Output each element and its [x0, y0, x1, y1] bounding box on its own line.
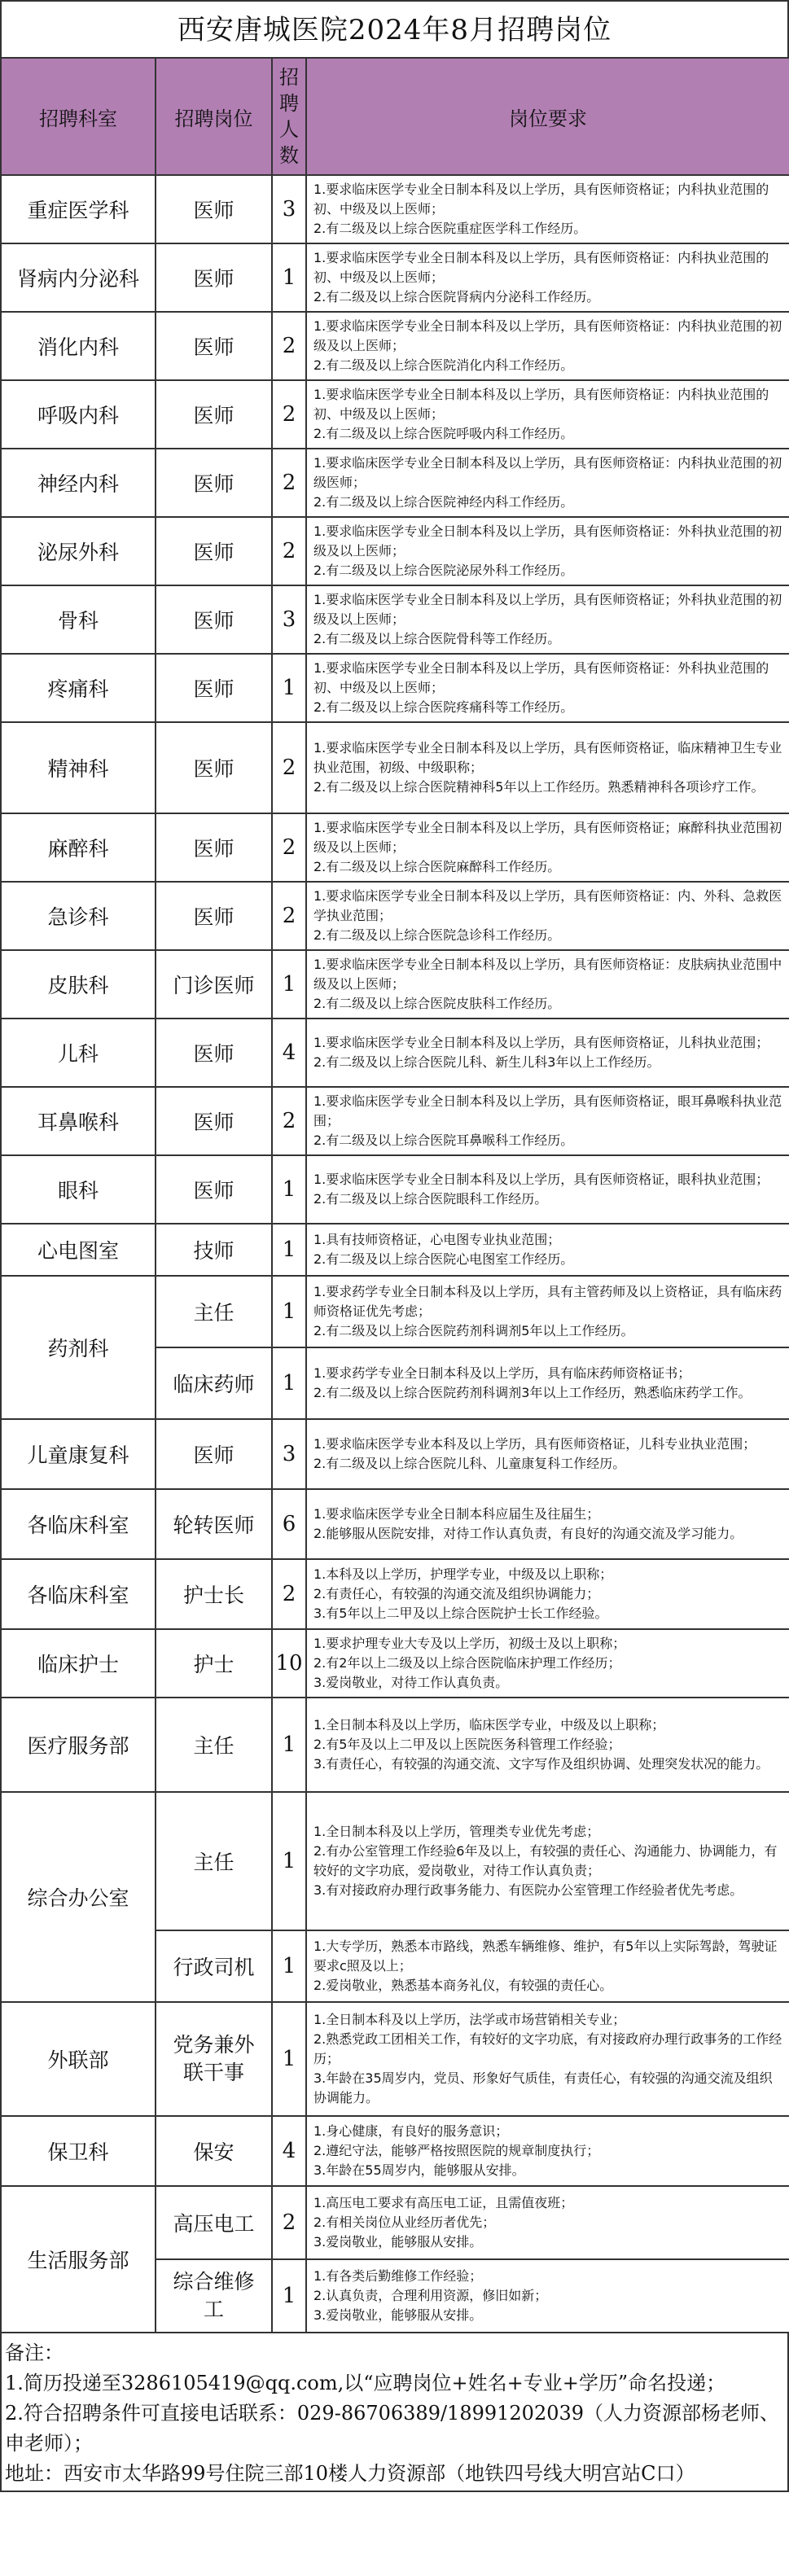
requirement-line: 1.要求临床医学专业全日制本科及以上学历，具有医师资格证：内科执业范围的初级及以上医师； — [313, 318, 782, 353]
position-cell: 医师 — [156, 882, 272, 950]
requirements-cell — [306, 1419, 789, 1489]
table-row — [1, 585, 789, 654]
requirements-cell — [306, 1276, 789, 1347]
requirement-line: 2.有二级及以上综合医院肾病内分泌科工作经历。 — [313, 289, 600, 304]
requirement-line: 3.爱岗敬业，能够服从安排。 — [313, 2234, 483, 2250]
requirement-line: 2.有二级及以上综合医院泌尿外科工作经历。 — [313, 563, 574, 578]
requirement-line: 1.要求临床医学专业全日制本科及以上学历，具有医师资格证：内科执业范围的初级医师； — [313, 455, 782, 490]
requirements-cell — [306, 654, 789, 722]
position-text: 党务兼外联干事 — [173, 2033, 255, 2084]
table-row — [1, 882, 789, 950]
position-cell: 主任 — [156, 1792, 272, 1930]
dept-cell: 精神科 — [1, 722, 156, 813]
dept-cell: 外联部 — [1, 2002, 156, 2116]
count-cell: 1 — [272, 2002, 306, 2116]
dept-cell: 眼科 — [1, 1155, 156, 1224]
position-cell: 医师 — [156, 585, 272, 654]
requirement-line: 1.本科及以上学历，护理学专业，中级及以上职称； — [313, 1566, 613, 1582]
count-cell: 4 — [272, 1019, 306, 1087]
requirement-line: 1.全日制本科及以上学历，法学或市场营销相关专业； — [313, 2012, 626, 2027]
dept-cell: 保卫科 — [1, 2116, 156, 2186]
table-row — [1, 1276, 789, 1347]
position-text: 综合维修工 — [173, 2270, 255, 2321]
requirement-line: 1.全日制本科及以上学历，临床医学专业，中级及以上职称； — [313, 1717, 665, 1733]
table-row — [1, 1087, 789, 1155]
requirements-cell — [306, 882, 789, 950]
table-row — [1, 1629, 789, 1698]
dept-cell: 心电图室 — [1, 1224, 156, 1276]
header-count — [272, 58, 306, 175]
requirements-cell — [306, 1087, 789, 1155]
requirement-line: 2.有二级及以上综合医院皮肤科工作经历。 — [313, 996, 561, 1011]
requirements-cell — [306, 2186, 789, 2259]
requirement-line: 1.要求药学专业全日制本科及以上学历，具有临床药师资格证书； — [313, 1365, 691, 1381]
requirement-line: 1.要求临床医学专业全日制本科及以上学历，具有医师资格证，眼科执业范围； — [313, 1172, 769, 1187]
position-cell: 高压电工 — [156, 2186, 272, 2259]
requirement-line: 1.要求临床医学专业全日制本科应届生及往届生； — [313, 1506, 600, 1522]
requirement-line: 2.有二级及以上综合医院心电图室工作经历。 — [313, 1251, 574, 1267]
requirements-cell — [306, 1347, 789, 1419]
dept-cell: 儿童康复科 — [1, 1419, 156, 1489]
dept-cell: 重症医学科 — [1, 175, 156, 243]
position-cell: 行政司机 — [156, 1930, 272, 2002]
dept-cell: 药剂科 — [1, 1276, 156, 1419]
requirement-line: 2.爱岗敬业，熟悉基本商务礼仪，有较强的责任心。 — [313, 1978, 613, 1993]
header-dept: 招聘科室 — [1, 58, 156, 175]
table-row — [1, 1489, 789, 1559]
dept-cell: 麻醉科 — [1, 813, 156, 882]
notes-address-line: 地址：西安市太华路99号住院三部10楼人力资源部（地铁四号线大明宫站C口） — [5, 2462, 695, 2485]
notes-phone-line: 2.符合招聘条件可直接电话联系：029-86706389/18991202039（人力资源部杨老师、申老师）； — [5, 2402, 780, 2455]
requirements-cell — [306, 585, 789, 654]
requirement-line: 2.有二级及以上综合医院神经内科工作经历。 — [313, 494, 574, 510]
position-cell: 医师 — [156, 243, 272, 312]
count-cell: 1 — [272, 243, 306, 312]
position-cell — [156, 2002, 272, 2116]
notes-label: 备注： — [5, 2342, 64, 2364]
position-cell: 护士 — [156, 1629, 272, 1698]
position-cell: 医师 — [156, 1087, 272, 1155]
requirements-cell — [306, 1629, 789, 1698]
requirements-cell — [306, 1155, 789, 1224]
requirements-cell — [306, 1489, 789, 1559]
requirement-line: 1.要求临床医学专业全日制本科及以上学历，具有医师资格证；内科执业范围的初、中级及以上医师； — [313, 182, 769, 217]
requirements-cell — [306, 1792, 789, 1930]
requirement-line: 2.有二级及以上综合医院消化内科工作经历。 — [313, 357, 574, 373]
requirements-cell — [306, 2259, 789, 2333]
position-cell: 轮转医师 — [156, 1489, 272, 1559]
header-position: 招聘岗位 — [156, 58, 272, 175]
position-cell: 医师 — [156, 312, 272, 380]
count-cell: 2 — [272, 380, 306, 449]
requirement-line: 2.认真负责，合理利用资源，修旧如新； — [313, 2288, 548, 2303]
position-cell: 主任 — [156, 1698, 272, 1792]
position-cell: 医师 — [156, 175, 272, 243]
count-cell: 2 — [272, 882, 306, 950]
count-cell: 1 — [272, 950, 306, 1019]
requirements-cell — [306, 380, 789, 449]
requirement-line: 1.要求临床医学专业全日制本科及以上学历，具有医师资格证，临床精神卫生专业执业范围，初级、中级职称； — [313, 740, 782, 775]
count-cell: 3 — [272, 1419, 306, 1489]
requirement-line: 2.熟悉党政工团相关工作，有较好的文字功底，有对接政府办理行政事务的工作经历； — [313, 2031, 782, 2066]
dept-cell: 骨科 — [1, 585, 156, 654]
count-cell: 3 — [272, 175, 306, 243]
requirement-line: 2.有二级及以上综合医院疼痛科等工作经历。 — [313, 699, 574, 715]
count-cell: 1 — [272, 1155, 306, 1224]
requirements-cell — [306, 175, 789, 243]
requirement-line: 3.年龄在55周岁内，能够服从安排。 — [313, 2162, 525, 2178]
table-row — [1, 380, 789, 449]
requirements-cell — [306, 722, 789, 813]
dept-cell: 综合办公室 — [1, 1792, 156, 2002]
count-cell: 2 — [272, 813, 306, 882]
dept-cell: 儿科 — [1, 1019, 156, 1087]
count-cell: 4 — [272, 2116, 306, 2186]
table-row — [1, 1224, 789, 1276]
requirement-line: 2.有2年以上二级及以上综合医院临床护理工作经历； — [313, 1655, 621, 1671]
header-count-text: 招聘人数 — [279, 66, 299, 167]
requirement-line: 3.有5年以上二甲及以上综合医院护士长工作经验。 — [313, 1606, 608, 1621]
count-cell: 6 — [272, 1489, 306, 1559]
requirement-line: 3.爱岗敬业，能够服从安排。 — [313, 2307, 483, 2323]
requirement-line: 2.有二级及以上综合医院呼吸内科工作经历。 — [313, 426, 574, 441]
requirement-line: 1.全日制本科及以上学历，管理类专业优先考虑； — [313, 1824, 600, 1839]
requirements-cell — [306, 243, 789, 312]
requirements-cell — [306, 517, 789, 585]
requirement-line: 2.有二级及以上综合医院精神科5年以上工作经历。熟悉精神科各项诊疗工作。 — [313, 779, 765, 795]
requirement-line: 1.高压电工要求有高压电工证，且需值夜班； — [313, 2195, 574, 2210]
table-row — [1, 243, 789, 312]
count-cell: 1 — [272, 1276, 306, 1347]
requirement-line: 2.有5年及以上二甲及以上医院医务科管理工作经验； — [313, 1737, 621, 1752]
position-cell: 医师 — [156, 1419, 272, 1489]
requirements-cell — [306, 1019, 789, 1087]
requirement-line: 2.有二级及以上综合医院药剂科调剂3年以上工作经历，熟悉临床药学工作。 — [313, 1385, 752, 1400]
count-cell: 1 — [272, 1930, 306, 2002]
requirement-line: 1.要求临床医学专业本科及以上学历，具有医师资格证，儿科专业执业范围； — [313, 1436, 756, 1452]
requirement-line: 2.有二级及以上综合医院儿科、儿童康复科工作经历。 — [313, 1456, 626, 1471]
dept-cell: 皮肤科 — [1, 950, 156, 1019]
requirement-line: 3.有对接政府办理行政事务能力、有医院办公室管理工作经验者优先考虑。 — [313, 1882, 743, 1898]
position-cell — [156, 2259, 272, 2333]
header-requirements: 岗位要求 — [306, 58, 789, 175]
requirement-line: 2.有责任心，有较强的沟通交流及组织协调能力； — [313, 1586, 600, 1601]
requirements-cell — [306, 950, 789, 1019]
positions-table — [0, 57, 789, 2333]
table-row — [1, 1559, 789, 1629]
requirement-line: 1.大专学历，熟悉本市路线，熟悉车辆维修、维护，有5年以上实际驾龄，驾驶证要求c照及以上； — [313, 1939, 778, 1974]
position-cell: 主任 — [156, 1276, 272, 1347]
dept-cell: 医疗服务部 — [1, 1698, 156, 1792]
requirement-line: 1.有各类后勤维修工作经验； — [313, 2268, 483, 2284]
requirements-cell — [306, 1224, 789, 1276]
dept-cell: 消化内科 — [1, 312, 156, 380]
requirement-line: 2.有二级及以上综合医院重症医学科工作经历。 — [313, 221, 587, 236]
position-cell: 护士长 — [156, 1559, 272, 1629]
table-row — [1, 175, 789, 243]
dept-cell: 肾病内分泌科 — [1, 243, 156, 312]
table-row — [1, 517, 789, 585]
requirement-line: 1.身心健康，有良好的服务意识； — [313, 2123, 509, 2139]
requirements-cell — [306, 312, 789, 380]
position-cell: 医师 — [156, 517, 272, 585]
position-cell: 门诊医师 — [156, 950, 272, 1019]
requirement-line: 3.爱岗敬业，对待工作认真负责。 — [313, 1675, 509, 1690]
count-cell: 2 — [272, 312, 306, 380]
position-cell: 医师 — [156, 654, 272, 722]
count-cell: 2 — [272, 1087, 306, 1155]
count-cell: 2 — [272, 1559, 306, 1629]
table-row — [1, 1419, 789, 1489]
dept-cell: 泌尿外科 — [1, 517, 156, 585]
table-row — [1, 1698, 789, 1792]
count-cell: 1 — [272, 1347, 306, 1419]
dept-cell: 急诊科 — [1, 882, 156, 950]
table-row — [1, 449, 789, 517]
dept-cell: 各临床科室 — [1, 1489, 156, 1559]
requirement-line: 2.遵纪守法，能够严格按照医院的规章制度执行； — [313, 2143, 600, 2158]
count-cell: 2 — [272, 722, 306, 813]
page-title: 西安唐城医院2024年8月招聘岗位 — [0, 0, 789, 57]
count-cell: 1 — [272, 1698, 306, 1792]
requirements-cell — [306, 2002, 789, 2116]
requirement-line: 2.有二级及以上综合医院麻醉科工作经历。 — [313, 859, 561, 874]
notes-email-line: 1.简历投递至3286105419@qq.com,以“应聘岗位+姓名+专业+学历”命名投递； — [5, 2372, 726, 2394]
requirement-line: 3.年龄在35周岁内，党员、形象好气质佳，有责任心，有较强的沟通交流及组织协调能力。 — [313, 2070, 773, 2105]
position-cell: 医师 — [156, 1019, 272, 1087]
requirements-cell — [306, 449, 789, 517]
table-row — [1, 654, 789, 722]
requirement-line: 1.要求临床医学专业全日制本科及以上学历，具有医师资格证：外科执业范围的初、中级及以上医师； — [313, 660, 769, 695]
requirement-line: 1.要求临床医学专业全日制本科及以上学历，具有医师资格证；麻醉科执业范围初级及以上医师； — [313, 820, 782, 855]
position-cell: 临床药师 — [156, 1347, 272, 1419]
requirements-cell — [306, 1559, 789, 1629]
requirement-line: 1.要求临床医学专业全日制本科及以上学历，具有医师资格证，眼耳鼻喉科执业范围； — [313, 1093, 782, 1128]
table-header-row — [1, 58, 789, 175]
position-cell: 医师 — [156, 722, 272, 813]
position-cell: 医师 — [156, 813, 272, 882]
position-cell: 医师 — [156, 1155, 272, 1224]
requirement-line: 2.有相关岗位从业经历者优先； — [313, 2215, 496, 2230]
requirements-cell — [306, 813, 789, 882]
requirement-line: 2.有二级及以上综合医院骨科等工作经历。 — [313, 631, 561, 646]
requirement-line: 2.有办公室管理工作经验6年及以上，有较强的责任心、沟通能力、协调能力，有较好的文字功底，爱岗敬业，对待工作认真负责； — [313, 1843, 778, 1878]
count-cell: 1 — [272, 654, 306, 722]
count-cell: 2 — [272, 449, 306, 517]
requirement-line: 1.要求护理专业大专及以上学历，初级士及以上职称； — [313, 1636, 626, 1651]
count-cell: 1 — [272, 1224, 306, 1276]
requirement-line: 1.要求临床医学专业全日制本科及以上学历，具有医师资格证，儿科执业范围； — [313, 1035, 769, 1050]
requirement-line: 1.要求临床医学专业全日制本科及以上学历，具有医师资格证：内科执业范围的初、中级及以上医师； — [313, 250, 769, 285]
requirement-line: 2.有二级及以上综合医院耳鼻喉科工作经历。 — [313, 1132, 574, 1148]
dept-cell: 生活服务部 — [1, 2186, 156, 2333]
position-cell: 技师 — [156, 1224, 272, 1276]
table-row — [1, 950, 789, 1019]
requirements-cell — [306, 2116, 789, 2186]
dept-cell: 临床护士 — [1, 1629, 156, 1698]
notes-section — [0, 2333, 789, 2492]
table-row — [1, 722, 789, 813]
requirement-line: 1.要求药学专业全日制本科及以上学历，具有主管药师及以上资格证，具有临床药师资格证优先考虑； — [313, 1284, 782, 1319]
table-row — [1, 1155, 789, 1224]
count-cell: 1 — [272, 1792, 306, 1930]
requirement-line: 1.要求临床医学专业全日制本科及以上学历，具有医师资格证：内、外科、急救医学执业范围； — [313, 888, 782, 923]
table-row — [1, 1019, 789, 1087]
count-cell: 1 — [272, 2259, 306, 2333]
table-row — [1, 813, 789, 882]
requirement-line: 1.要求临床医学专业全日制本科及以上学历，具有医师资格证：皮肤病执业范围中级及以上医师； — [313, 957, 782, 992]
requirement-line: 1.要求临床医学专业全日制本科及以上学历，具有医师资格证；外科执业范围的初级及以上医师； — [313, 592, 782, 627]
position-cell: 保安 — [156, 2116, 272, 2186]
requirement-line: 1.具有技师资格证，心电图专业执业范围； — [313, 1232, 561, 1247]
requirement-line: 2.有二级及以上综合医院眼科工作经历。 — [313, 1191, 548, 1207]
table-row — [1, 2186, 789, 2259]
dept-cell: 疼痛科 — [1, 654, 156, 722]
dept-cell: 呼吸内科 — [1, 380, 156, 449]
dept-cell: 神经内科 — [1, 449, 156, 517]
table-row — [1, 1792, 789, 1930]
requirement-line: 2.有二级及以上综合医院急诊科工作经历。 — [313, 927, 561, 943]
count-cell: 3 — [272, 585, 306, 654]
requirement-line: 2.能够服从医院安排，对待工作认真负责，有良好的沟通交流及学习能力。 — [313, 1526, 743, 1541]
requirements-cell — [306, 1930, 789, 2002]
requirement-line: 3.有责任心，有较强的沟通交流、文字写作及组织协调、处理突发状况的能力。 — [313, 1756, 769, 1772]
count-cell: 10 — [272, 1629, 306, 1698]
requirement-line: 1.要求临床医学专业全日制本科及以上学历，具有医师资格证：外科执业范围的初级及以上医师； — [313, 524, 782, 559]
requirements-cell — [306, 1698, 789, 1792]
position-cell: 医师 — [156, 449, 272, 517]
requirement-line: 2.有二级及以上综合医院药剂科调剂5年以上工作经历。 — [313, 1323, 634, 1338]
table-row — [1, 312, 789, 380]
dept-cell: 各临床科室 — [1, 1559, 156, 1629]
position-cell: 医师 — [156, 380, 272, 449]
requirement-line: 2.有二级及以上综合医院儿科、新生儿科3年以上工作经历。 — [313, 1054, 660, 1070]
count-cell: 2 — [272, 2186, 306, 2259]
count-cell: 2 — [272, 517, 306, 585]
dept-cell: 耳鼻喉科 — [1, 1087, 156, 1155]
table-row — [1, 2002, 789, 2116]
requirement-line: 1.要求临床医学专业全日制本科及以上学历，具有医师资格证：内科执业范围的初、中级及以上医师； — [313, 387, 769, 422]
table-row — [1, 2116, 789, 2186]
